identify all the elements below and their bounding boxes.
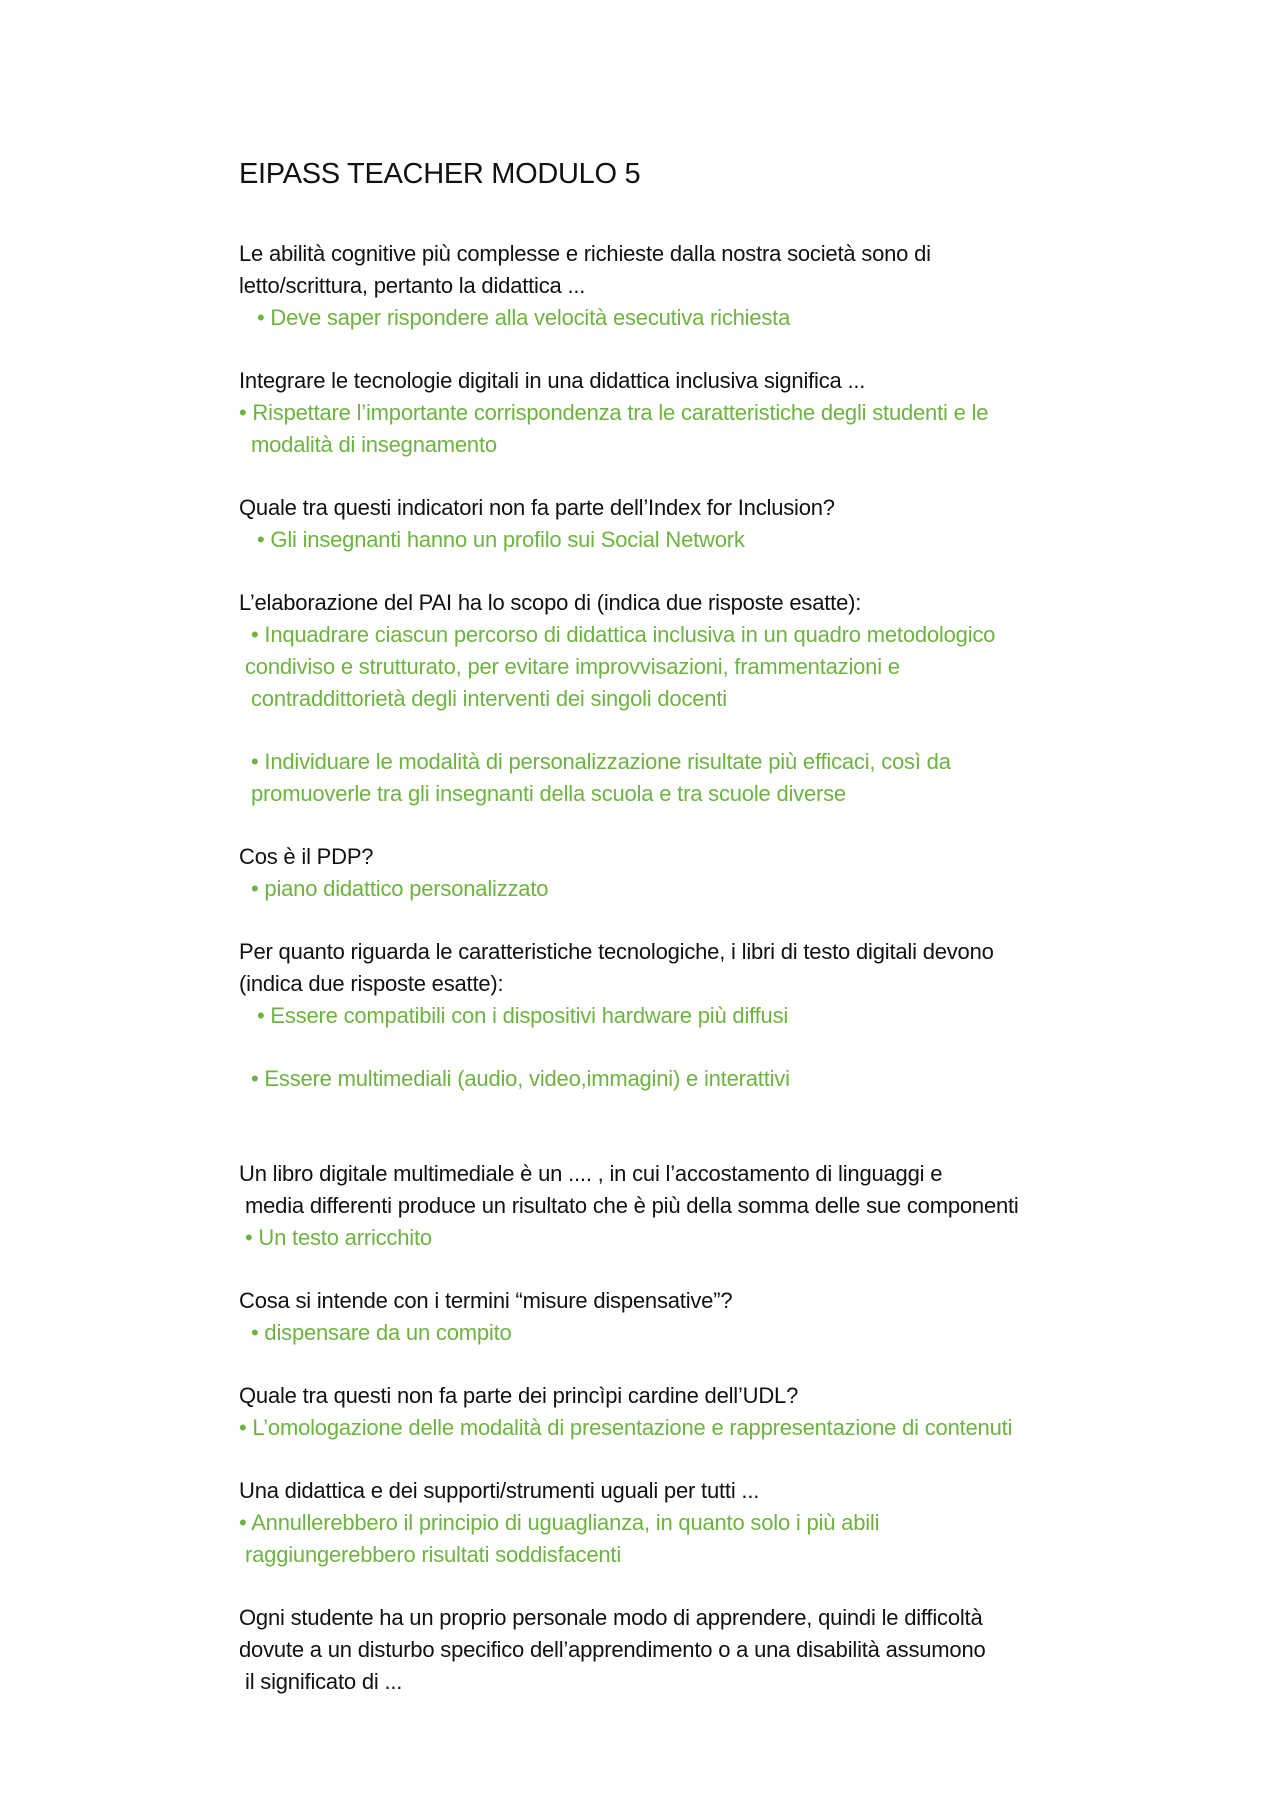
answer-line: condiviso e strutturato, per evitare improvvisazioni, frammentazioni e — [245, 654, 900, 679]
answer-line: • Essere compatibili con i dispositivi hardware più diffusi — [257, 1003, 789, 1028]
answer-line: • Essere multimediali (audio, video,immagini) e interattivi — [251, 1066, 790, 1091]
question-line: dovute a un disturbo specifico dell’apprendimento o a una disabilità assumono — [239, 1637, 986, 1662]
question-line: Per quanto riguarda le caratteristiche tecnologiche, i libri di testo digitali devono — [239, 939, 994, 964]
answer-line: raggiungerebbero risultati soddisfacenti — [245, 1542, 622, 1567]
answer-line: • dispensare da un compito — [251, 1320, 512, 1345]
question-line: Integrare le tecnologie digitali in una didattica inclusiva significa ... — [239, 368, 866, 393]
answer-line: • Un testo arricchito — [245, 1225, 432, 1250]
answer-line: modalità di insegnamento — [251, 432, 497, 457]
question-line: il significato di ... — [245, 1669, 403, 1694]
answer-line: • piano didattico personalizzato — [251, 876, 549, 901]
answer-line: • Deve saper rispondere alla velocità esecutiva richiesta — [257, 305, 791, 330]
answer-line: • Inquadrare ciascun percorso di didattica inclusiva in un quadro metodologico — [251, 622, 996, 647]
answer-line: • Gli insegnanti hanno un profilo sui Social Network — [257, 527, 745, 552]
question-line: L’elaborazione del PAI ha lo scopo di (indica due risposte esatte): — [239, 590, 862, 615]
answer-line: • Annullerebbero il principio di uguaglianza, in quanto solo i più abili — [239, 1510, 880, 1535]
answer-line: contraddittorietà degli interventi dei singoli docenti — [251, 686, 727, 711]
question-line: letto/scrittura, pertanto la didattica ... — [239, 273, 586, 298]
answer-line: promuoverle tra gli insegnanti della scuola e tra scuole diverse — [251, 781, 846, 806]
question-line: Le abilità cognitive più complesse e richieste dalla nostra società sono di — [239, 241, 931, 266]
question-line: Cos è il PDP? — [239, 844, 374, 869]
question-line: Ogni studente ha un proprio personale modo di apprendere, quindi le difficoltà — [239, 1605, 983, 1630]
question-line: (indica due risposte esatte): — [239, 971, 504, 996]
question-line: Cosa si intende con i termini “misure dispensative”? — [239, 1288, 733, 1313]
page-title: EIPASS TEACHER MODULO 5 — [239, 158, 641, 190]
question-line: Quale tra questi indicatori non fa parte dell’Index for Inclusion? — [239, 495, 835, 520]
answer-line: • L’omologazione delle modalità di presentazione e rappresentazione di contenuti — [239, 1415, 1013, 1440]
question-line: media differenti produce un risultato che è più della somma delle sue componenti — [245, 1193, 1019, 1218]
answer-line: • Individuare le modalità di personalizzazione risultate più efficaci, così da — [251, 749, 951, 774]
answer-line: • Rispettare l’importante corrispondenza tra le caratteristiche degli studenti e le — [239, 400, 989, 425]
question-line: Quale tra questi non fa parte dei princìpi cardine dell’UDL? — [239, 1383, 799, 1408]
question-line: Un libro digitale multimediale è un .... , in cui l’accostamento di linguaggi e — [239, 1161, 943, 1186]
question-line: Una didattica e dei supporti/strumenti uguali per tutti ... — [239, 1478, 760, 1503]
